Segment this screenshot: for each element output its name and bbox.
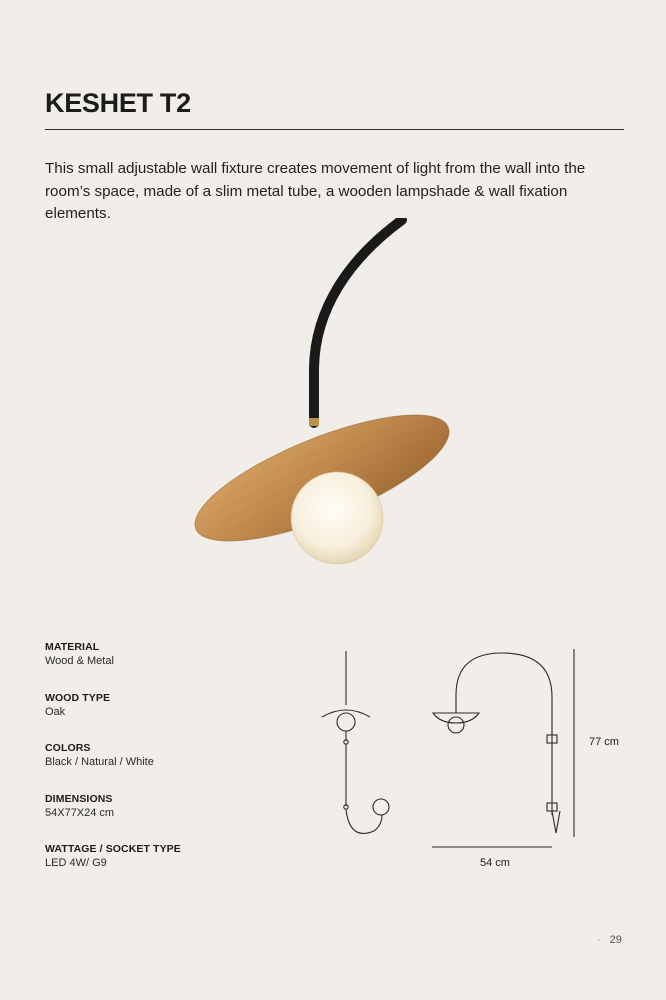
metal-tube [314, 220, 402, 423]
title-divider [45, 129, 624, 130]
spec-label: DIMENSIONS [45, 792, 113, 805]
wall-lamp-photo [180, 218, 460, 578]
page-footer [597, 934, 622, 946]
spec-label: COLORS [45, 742, 91, 754]
spec-colors [45, 741, 285, 792]
spec-wood-type [45, 691, 285, 742]
spec-value: Black / Natural / White [45, 756, 154, 768]
spec-value: Oak [45, 705, 66, 718]
brass-joint [309, 418, 319, 426]
spec-material [45, 640, 285, 691]
spec-wattage [45, 842, 285, 893]
height-dimension-label: 77 cm [589, 736, 619, 748]
spec-value: 54X77X24 cm [45, 806, 115, 819]
product-description: This small adjustable wall fixture creates movement of light from the wall into the room’s space, made of a slim metal tube, a wooden lampshade & wall fixation elements. [45, 160, 586, 223]
side-view-drawing [310, 645, 400, 845]
spec-list [45, 640, 285, 893]
page-title: KESHET T2 [45, 88, 191, 118]
spec-value: Wood & Metal [45, 655, 114, 667]
footer-separator: · [597, 934, 601, 946]
spec-dimensions [45, 792, 285, 843]
front-view-drawing [428, 645, 624, 855]
spec-label: MATERIAL [45, 641, 100, 653]
width-dimension-label: 54 cm [480, 857, 510, 869]
spec-label: WATTAGE / SOCKET TYPE [45, 843, 181, 855]
spec-value: LED 4W/ G9 [45, 857, 107, 869]
page-number: 29 [609, 934, 622, 946]
spec-label: WOOD TYPE [45, 691, 111, 704]
